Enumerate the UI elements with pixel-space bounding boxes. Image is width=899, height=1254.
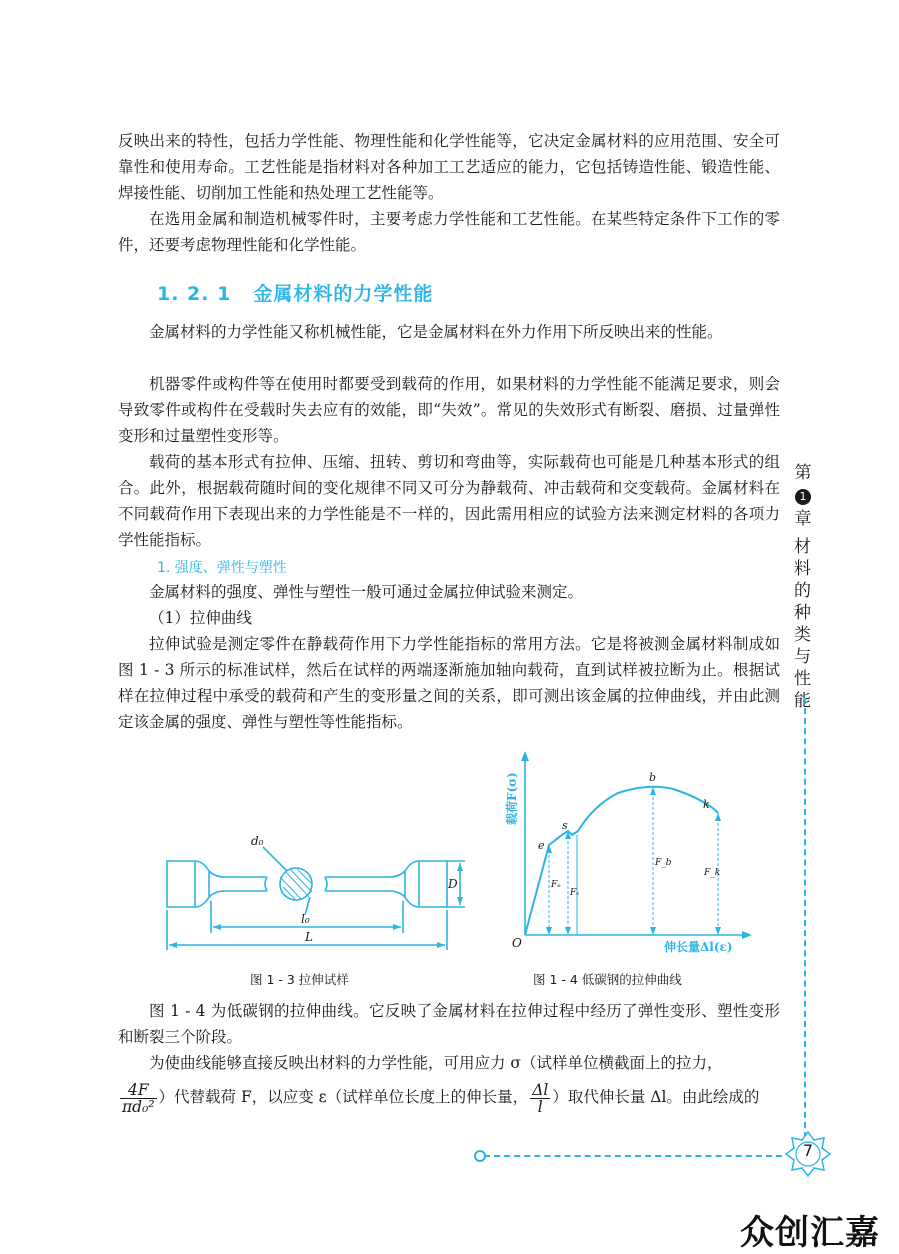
subsection-heading: 1. 强度、弹性与塑性 — [157, 560, 287, 576]
label-d0: d₀ — [251, 834, 264, 848]
chapter-title-char: 性 — [794, 669, 812, 689]
page-number: 7 — [802, 1141, 814, 1160]
chapter-title-char: 与 — [794, 647, 812, 667]
paragraph-failure: 机器零件或构件等在使用时都要受到载荷的作用，如果材料的力学性能不能满足要求，则会导致零件或构件在受载时失去应有的效能，即“失效”。常见的失效形式有断裂、磨损、过量弹性变形和过量塑性变形等。 — [118, 375, 780, 445]
Fb-label: F_b — [655, 858, 672, 868]
label-D: D — [448, 877, 458, 891]
figure-1-4-caption: 图 1 - 4 低碳钢的拉伸曲线 — [533, 972, 682, 987]
origin-label: O — [512, 936, 522, 950]
chapter-zhang: 章 — [794, 509, 812, 529]
stress-strain-text-mid: ）代替载荷 F，以应变 ε（试样单位长度上的伸长量， — [158, 1088, 529, 1106]
section-heading — [157, 279, 433, 306]
paragraph-tensile-curve-heading: （1）拉伸曲线 — [149, 609, 252, 627]
strain-fraction — [530, 1082, 550, 1115]
chapter-title-char: 能 — [794, 691, 812, 711]
y-axis-label: 载荷F(σ) — [505, 772, 519, 825]
Fk-label: F_k — [704, 868, 721, 878]
stress-numerator: 4F — [120, 1082, 157, 1099]
paragraph-stress-strain-1: 为使曲线能够直接反映出材料的力学性能，可用应力 σ（试样单位横截面上的拉力， — [149, 1054, 723, 1072]
chapter-title-vertical — [788, 536, 818, 712]
stress-fraction — [120, 1082, 157, 1115]
chapter-title-char: 的 — [794, 581, 812, 601]
specimen-right-gauge — [325, 871, 405, 897]
point-k-label: k — [703, 798, 710, 811]
figure-1-3-specimen — [155, 825, 473, 960]
stress-strain-text-end: ）取代伸长量 Δl。由此绘成的 — [552, 1088, 760, 1106]
Fe-label: Fₑ — [551, 880, 561, 890]
point-e-label: e — [538, 839, 545, 852]
paragraph-tensile-test: 金属材料的强度、弹性与塑性一般可通过金属拉伸试验来测定。 — [149, 583, 584, 601]
paragraph-mechanical-def: 金属材料的力学性能又称机械性能，它是金属材料在外力作用下所反映出来的性能。 — [149, 323, 723, 341]
sidebar-dashed-line — [804, 698, 806, 1138]
section-title: 金属材料的力学性能 — [253, 283, 434, 305]
stress-denominator: πd₀² — [122, 1097, 155, 1116]
chapter-title-char: 种 — [794, 603, 812, 623]
strain-denominator: l — [537, 1097, 543, 1116]
footer-dot-icon — [474, 1150, 486, 1162]
chapter-sidebar — [788, 462, 818, 712]
specimen-right-end — [405, 861, 447, 907]
specimen-left-gauge — [209, 871, 267, 897]
section-number: 1. 2. 1 — [157, 283, 232, 305]
chapter-title-char: 料 — [794, 559, 812, 579]
paragraph-curve-stages: 图 1 - 4 为低碳钢的拉伸曲线。它反映了金属材料在拉伸过程中经历了弹性变形、塑性变形和断裂三个阶段。 — [118, 1002, 780, 1046]
point-s-label: s — [562, 819, 568, 832]
x-axis-label: 伸长量Δl(ε) — [664, 940, 733, 954]
paragraph-properties-intro: 反映出来的特性，包括力学性能、物理性能和化学性能等，它决定金属材料的应用范围、安全可靠性和使用寿命。工艺性能是指材料对各种加工工艺适应的能力，它包括铸造性能、锻造性能、焊接性能、切削加工性能和热处理工艺性能等。 — [118, 132, 780, 202]
figure-1-3-caption: 图 1 - 3 拉伸试样 — [250, 972, 349, 987]
label-l0: l₀ — [301, 912, 310, 926]
watermark-logo: 众创汇嘉 — [740, 1213, 880, 1253]
chapter-di: 第 — [794, 463, 812, 483]
point-b-label: b — [649, 771, 657, 784]
tensile-curve — [525, 787, 721, 935]
chapter-title-char: 材 — [794, 537, 812, 557]
strain-numerator: Δl — [532, 1080, 549, 1099]
chapter-title-char: 类 — [794, 625, 812, 645]
label-L: L — [305, 930, 313, 944]
paragraph-stress-strain-2 — [118, 1080, 780, 1115]
Fs-label: Fₛ — [570, 888, 580, 898]
chapter-number-badge: 1 — [795, 489, 811, 505]
paragraph-tensile-method: 拉伸试验是测定零件在静载荷作用下力学性能指标的常用方法。它是将被测金属材料制成如图 1 - 3 所示的标准试样，然后在试样的两端逐渐施加轴向载荷，直到试样被拉断为止。根据试样在拉伸过程中承受的载荷和产生的变形量之间的关系，即可测出该金属的拉伸曲线，并由此测定该金属的强度、弹性与塑性等性能指标。 — [118, 635, 780, 731]
paragraph-loads: 载荷的基本形式有拉伸、压缩、扭转、剪切和弯曲等，实际载荷也可能是几种基本形式的组合。此外，根据载荷随时间的变化规律不同又可分为静载荷、冲击载荷和交变载荷。金属材料在不同载荷作用下表现出来的力学性能是不一样的，因此需用相应的试验方法来测定材料的各项力学性能指标。 — [118, 453, 780, 549]
specimen-left-end — [167, 861, 209, 907]
footer-dashed-line — [484, 1155, 782, 1157]
figure-1-4-curve — [498, 745, 758, 957]
paragraph-selection: 在选用金属和制造机械零件时，主要考虑力学性能和工艺性能。在某些特定条件下工作的零件，还要考虑物理性能和化学性能。 — [118, 210, 780, 254]
